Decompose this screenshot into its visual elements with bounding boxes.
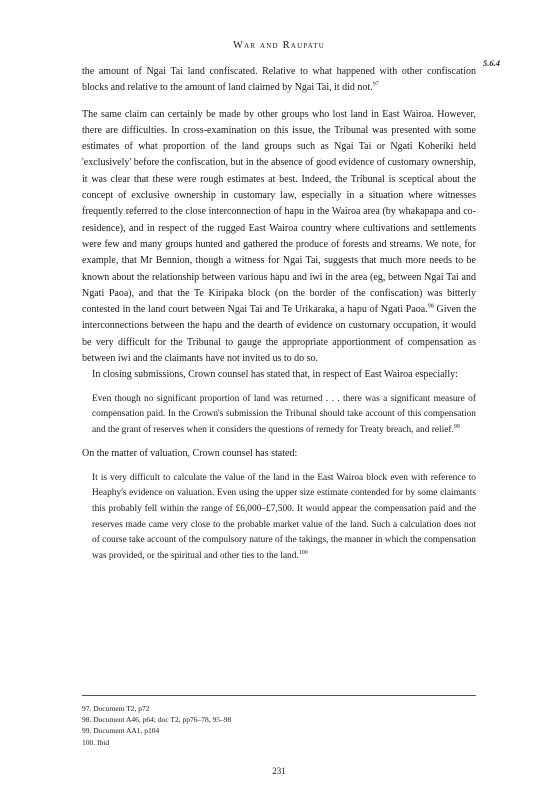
footnote-ref-99[interactable]: 99	[453, 423, 460, 430]
block-quote-2	[92, 471, 476, 565]
paragraph-2-tail: Given the interconnections between the hapu and the dearth of evidence on customary occupation, it would be very difficult for the Tribunal to gauge the appropriate apportionment of compensation as between iwi and the claimants have not invited us to do so.	[82, 304, 477, 365]
footnote-98: 98. Document A46, p64; doc T2, pp76–78, 95–98	[82, 715, 232, 725]
running-title: War and Raupatu	[232, 40, 326, 51]
block-quote-1-text: Even though no significant proportion of land was returned . . . there was a significant measure of compensation paid. In the Crown's submission the Tribunal should take account of this compensation and the grant of reserves when it considers the questions of remedy for Treaty breach, and relief.	[92, 393, 476, 435]
footnote-97: 97. Document T2, p72	[82, 704, 150, 713]
paragraph-2	[82, 107, 476, 368]
paragraph-1-text: the amount of Ngai Tai land confiscated. Relative to what happened with other confiscation blocks and relative to the amount of land claimed by Ngai Tai, it did not.	[82, 66, 476, 94]
footnote-100: 100. Ibid	[82, 737, 110, 747]
footnote-divider	[82, 695, 476, 696]
footnote-ref-97[interactable]: 97	[372, 81, 379, 88]
paragraph-2-text: The same claim can certainly be made by other groups who lost land in East Wairoa. However, there are difficulties. In cross-examination on this issue, the Tribunal was presented with some estimates of what proportion of the land groups such as Ngai Tai or Ngati Koheriki held 'exclusively' before the confiscation, but in the absence of good evidence of customary ownership, it was clear that these were rough estimates at best. Indeed, the Tribunal is sceptical about the concept of exclusive ownership in customary law, especially in a situation where witnesses frequently referred to the close interconnection of hapu in the Wairoa area (by whakapapa and co-residence), and in respect of the rugged East Wairoa country where cultivations and settlements were few and many groups hunted and gathered the produce of forests and streams. We note, for example, that Mr Bennion, though a witness for Ngai Tai, suggests that much more needs to be known about the relationship between various hapu and iwi in the area (eg, between Ngai Tai and Ngati Paoa), and that the Te Kiripaka block (on the border of the confiscation) was bitterly contested in the land court between Ngai Tai and Te Urikaraka, a hapu of Ngati Paoa.	[82, 108, 476, 316]
block-quote-1	[92, 392, 476, 439]
block-quote-2-text: It is very difficult to calculate the value of the land in the East Wairoa block even with reference to Heaphy's evidence on valuation. Even using the upper size estimate contended for by some claimants this probably fell within the range of £6,000–£7,500. It would appear the compensation paid and the reserves made came very close to the probable market value of the land. Such a calculation does not of course take account of the compulsory nature of the takings, the manner in which the compensation was provided, or the spiritual and other ties to the land.	[92, 472, 476, 561]
paragraph-1	[82, 64, 476, 97]
section-number: 5.6.4	[483, 58, 500, 68]
footnote-99: 99. Document AA1, p104	[82, 726, 160, 736]
body-text	[82, 64, 476, 572]
paragraph-4: On the matter of valuation, Crown counsel has stated:	[82, 448, 298, 460]
footnote-ref-100[interactable]: 100	[298, 549, 308, 556]
page-number: 231	[272, 766, 286, 776]
paragraph-3: In closing submissions, Crown counsel has stated that, in respect of East Wairoa especially:	[92, 369, 458, 381]
footnotes	[82, 703, 476, 748]
footnote-ref-98[interactable]: 98	[427, 303, 434, 310]
